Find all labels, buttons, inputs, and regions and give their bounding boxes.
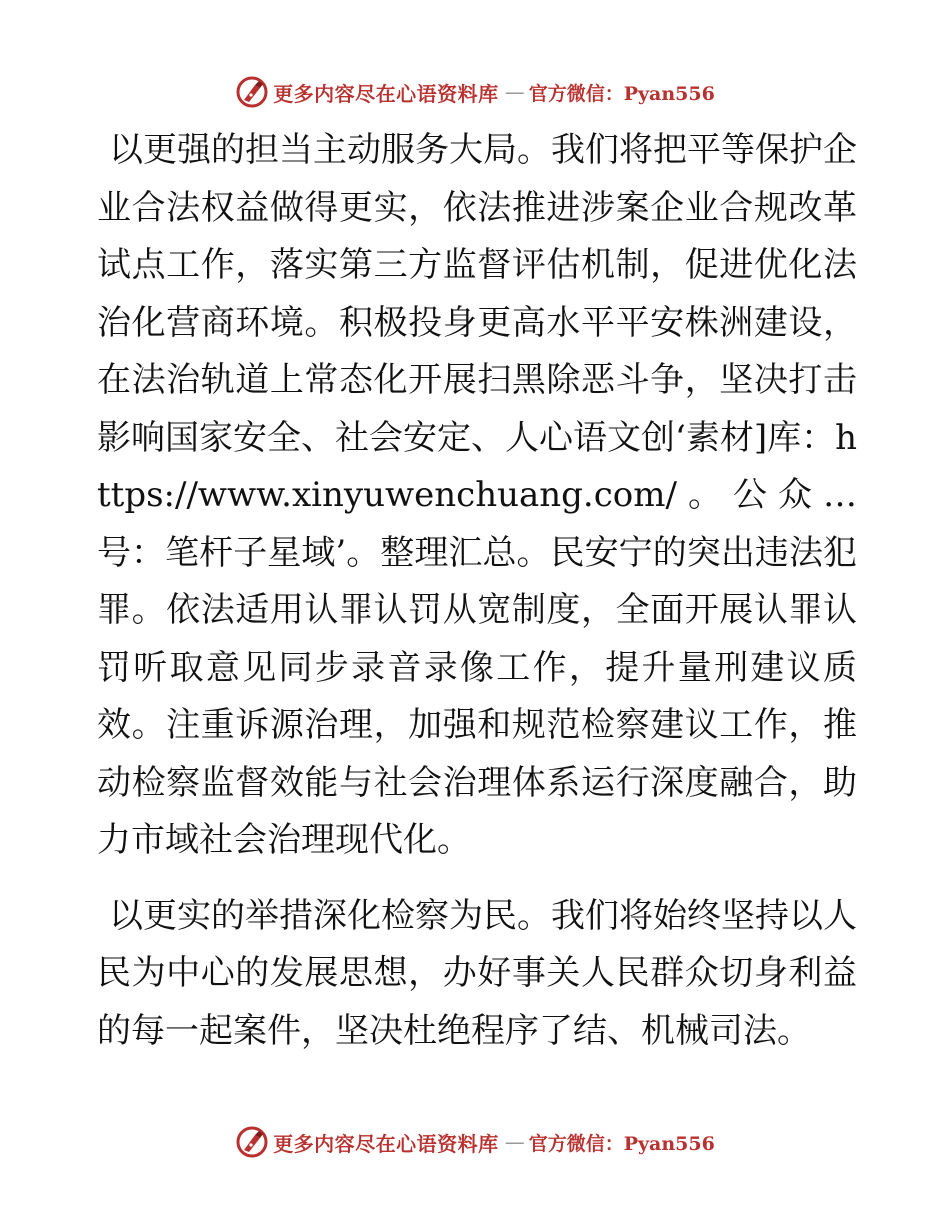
paragraph-1: [97, 122, 857, 870]
header-separator: —: [504, 80, 523, 104]
header-banner-content: [235, 75, 715, 109]
footer-banner-content: [235, 1125, 715, 1159]
paragraph-1-text: 以更强的担当主动服务大局。我们将把平等保护企业合法权益做得更实，依法推进涉案企业合规改革试点工作，落实第三方监督评估机制，促进优化法治化营商环境。积极投身更高水平平安株洲建设，在法治轨道上常态化开展扫黑除恶斗争，坚决打击影响国家安全、社会安定、人心语文创‘素材]库：https://www.xinyuwenchuang.com/。公众…号：笔杆子星域’。整理汇总。民安宁的突出违法犯罪。依法适用认罪认罚从宽制度，全面开展认罪认罚听取意见同步录音录像工作，提升量刑建议质效。注重诉源治理，加强和规范检察建议工作，推动检察监督效能与社会治理体系运行深度融合，助力市域社会治理现代化。: [97, 130, 857, 860]
header-brand-text: 更多内容尽在心语资料库: [273, 81, 499, 106]
paragraph-2-text: 以更实的举措深化检察为民。我们将始终坚持以人民为中心的发展思想，办好事关人民群众切身利益的每一起案件，坚决杜绝程序了结、机械司法。: [97, 895, 857, 1051]
document-body: [97, 122, 857, 1060]
pen-nib-circle-icon: [235, 1125, 269, 1159]
header-contact-text: 官方微信：Pyan556: [528, 82, 715, 105]
pen-nib-circle-icon: [235, 75, 269, 109]
footer-brand-text: 更多内容尽在心语资料库: [273, 1131, 499, 1156]
footer-banner: [0, 1122, 950, 1162]
footer-contact-text: 官方微信：Pyan556: [528, 1132, 715, 1155]
header-banner: [0, 72, 950, 112]
paragraph-2: [97, 888, 857, 1061]
footer-separator: —: [504, 1130, 523, 1154]
